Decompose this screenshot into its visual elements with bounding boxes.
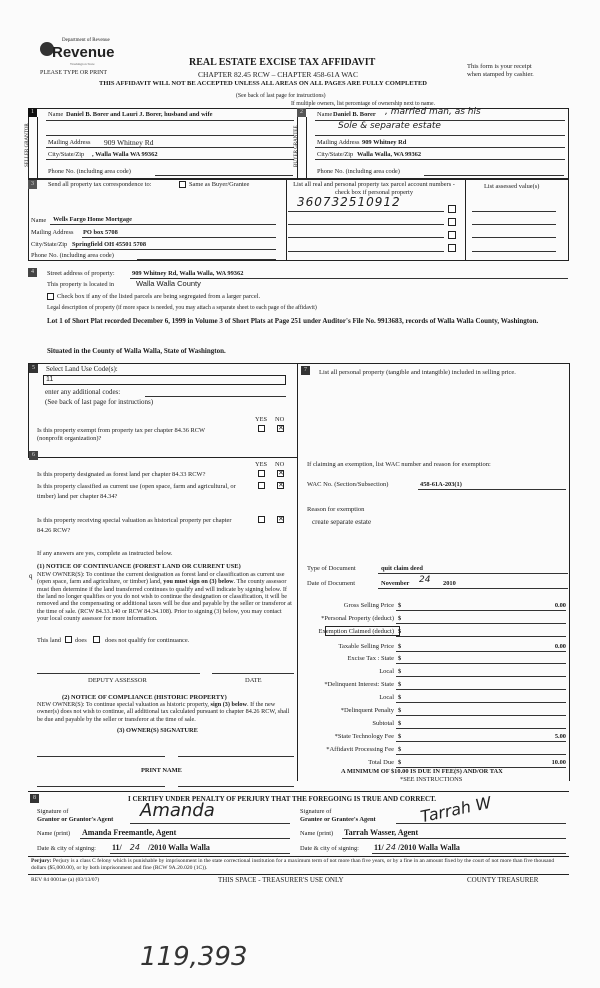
- dollar-sign: $: [398, 643, 402, 650]
- seller-address[interactable]: 909 Whitney Rd: [104, 138, 154, 147]
- wac-number[interactable]: 458-61A-203(1): [420, 481, 462, 488]
- form-chapter: CHAPTER 82.45 RCW – CHAPTER 458-61A WAC: [198, 70, 358, 79]
- dollar-sign: $: [398, 668, 402, 675]
- buyer-city[interactable]: Walla Walla, WA 99362: [357, 151, 422, 158]
- fee-label: Gross Selling Price: [343, 602, 394, 609]
- buyer-name[interactable]: Daniel B. Borer: [333, 111, 376, 118]
- grantor-signature: Amanda: [140, 800, 215, 821]
- grantor-name[interactable]: Amanda Freemantle, Agent: [82, 828, 177, 837]
- fee-line: [396, 754, 566, 755]
- does-not-qualify-checkbox[interactable]: [93, 636, 100, 643]
- property-street[interactable]: 909 Whitney Rd, Walla Walla, WA 99362: [132, 270, 244, 277]
- exempt-no-checkbox[interactable]: ✕: [278, 424, 284, 432]
- fee-line: [396, 715, 566, 716]
- parcel-number[interactable]: 360732510912: [297, 195, 401, 209]
- dollar-sign: $: [398, 615, 402, 622]
- fee-value[interactable]: 10.00: [551, 759, 566, 766]
- fee-line: [396, 676, 566, 677]
- legal-description: Lot 1 of Short Plat recorded December 6, 1999 in Volume 3 of Short Plats at Page 251 under Auditor's File No. 9913683, records of Walla Walla County, Washington.: [47, 317, 539, 325]
- fee-label: *Personal Property (deduct): [321, 615, 394, 622]
- fee-line: [396, 728, 566, 729]
- grantor-date-city[interactable]: 11/ 24 /2010 Walla Walla: [112, 843, 210, 852]
- buyer-name-handwritten: , married man, as his: [385, 107, 481, 117]
- fee-label: Total Due: [368, 759, 394, 766]
- segregate-checkbox[interactable]: [47, 293, 54, 300]
- fee-value[interactable]: 0.00: [554, 643, 566, 650]
- warning: THIS AFFIDAVIT WILL NOT BE ACCEPTED UNLESS ALL AREAS ON ALL PAGES ARE FULLY COMPLETED: [99, 80, 427, 87]
- dollar-sign: $: [398, 655, 402, 662]
- fee-line: [396, 651, 566, 652]
- dollar-sign: $: [398, 602, 402, 609]
- correspondence-address[interactable]: PO box 5708: [83, 229, 118, 236]
- revenue-logo: Department of Revenue Revenue Washington State: [40, 36, 96, 66]
- fee-value[interactable]: 5.00: [554, 733, 566, 740]
- fee-line: [396, 741, 566, 742]
- current-use-no-checkbox[interactable]: ✕: [278, 481, 284, 489]
- document-type[interactable]: quit claim deed: [381, 565, 423, 572]
- forest-no-checkbox[interactable]: ✕: [278, 469, 284, 477]
- dollar-sign: $: [398, 746, 402, 753]
- document-date-month[interactable]: November: [381, 580, 410, 587]
- fee-line: [396, 636, 566, 637]
- fee-label: *State Technology Fee: [334, 733, 394, 740]
- fee-label: Local: [379, 668, 394, 675]
- grantor-signature-line[interactable]: [130, 823, 290, 824]
- grantee-signature: Tarrah W: [418, 792, 494, 827]
- historic-no-checkbox[interactable]: ✕: [278, 515, 284, 523]
- does-qualify-checkbox[interactable]: [65, 636, 72, 643]
- exempt-yes-checkbox[interactable]: [258, 425, 265, 432]
- fee-line: [396, 610, 566, 611]
- land-use-code-field[interactable]: 11: [43, 375, 286, 385]
- grantee-date-city[interactable]: 11/ 24 /2010 Walla Walla: [374, 843, 460, 852]
- certify-statement: I CERTIFY UNDER PENALTY OF PERJURY THAT THE FOREGOING IS TRUE AND CORRECT.: [128, 795, 437, 803]
- fee-label: Taxable Selling Price: [338, 643, 394, 650]
- dollar-sign: $: [398, 733, 402, 740]
- fee-label: Excise Tax : State: [347, 655, 394, 662]
- fee-value[interactable]: 0.00: [554, 602, 566, 609]
- notice-of-compliance: NEW OWNER(S): To continue special valuation as historic property, sign (3) below. If the new owner(s) does not wish to continue, all additional tax calculated pursuant to chapter 84.26 RCW, shall be due and payable by the seller or transferor at the time of sale.: [37, 701, 290, 723]
- perjury-notice: Perjury: Perjury is a class C felony which is punishable by imprisonment in the state correctional institution for a maximum term of not more than five years, or by a fine in an amount fixed by the court of not more than five thousand dollars ($5,000.00), or by both imprisonment and fine (RCW 9A.20.020 (1C)).: [31, 858, 555, 871]
- seller-name[interactable]: Daniel B. Borer and Lauri J. Borer, husband and wife: [66, 111, 213, 118]
- correspondence-city[interactable]: Springfield OH 45501 5708: [72, 241, 147, 248]
- fee-label: *Delinquent Interest: State: [324, 681, 394, 688]
- seller-city[interactable]: , Walla Walla WA 99362: [92, 151, 158, 158]
- personal-property-checkbox[interactable]: [448, 218, 456, 226]
- please-type: PLEASE TYPE OR PRINT: [40, 70, 108, 76]
- fee-line: [396, 702, 566, 703]
- same-as-buyer-checkbox[interactable]: [179, 181, 186, 188]
- property-county[interactable]: Walla Walla County: [136, 279, 201, 288]
- dollar-sign: $: [398, 681, 402, 688]
- dollar-sign: $: [398, 628, 402, 635]
- local-code-box[interactable]: [325, 626, 400, 636]
- receipt-note: This form is your receipt: [467, 63, 532, 70]
- fee-line: [396, 663, 566, 664]
- fee-label: Subtotal: [372, 720, 394, 727]
- form-title: REAL ESTATE EXCISE TAX AFFIDAVIT: [189, 57, 376, 68]
- current-use-yes-checkbox[interactable]: [258, 482, 265, 489]
- personal-property-checkbox[interactable]: [448, 231, 456, 239]
- handwritten-number: 119,393: [140, 942, 248, 972]
- grantee-name[interactable]: Tarrah Wasser, Agent: [344, 828, 419, 837]
- forest-yes-checkbox[interactable]: [258, 470, 265, 477]
- personal-property-checkbox[interactable]: [448, 244, 456, 252]
- fee-label: *Affidavit Processing Fee: [326, 746, 394, 753]
- dollar-sign: $: [398, 759, 402, 766]
- dollar-sign: $: [398, 694, 402, 701]
- dollar-sign: $: [398, 707, 402, 714]
- fee-label: *Delinquent Penalty: [340, 707, 394, 714]
- fee-line: [396, 689, 566, 690]
- notice-of-continuance: NEW OWNER(S): To continue the current designation as forest land or classification as current use (open space, farm and agriculture, or timber) land, you must sign on (3) below. The county assessor must then determine if the land transferred continues to qualify and will indicate by signing below. If the land no longer qualifies or you do not wish to continue the designation or classification, it will be removed and the compensating or additional taxes will be due and payable by the seller or transferor at the time of sale. (RCW 84.33.140 or RCW 84.34.108). Prior to signing (3) below, you may contact your local county assessor for more information.: [37, 571, 292, 622]
- correspondence-name[interactable]: Wells Fargo Home Mortgage: [53, 216, 132, 223]
- dollar-sign: $: [398, 720, 402, 727]
- fee-label: Exemption Claimed (deduct): [318, 628, 394, 635]
- buyer-address[interactable]: 909 Whitney Rd: [362, 139, 407, 146]
- additional-codes-field[interactable]: [145, 396, 286, 397]
- historic-yes-checkbox[interactable]: [258, 516, 265, 523]
- personal-property-checkbox[interactable]: [448, 205, 456, 213]
- fee-line: [396, 623, 566, 624]
- exemption-reason[interactable]: create separate estate: [312, 518, 372, 526]
- fee-label: Local: [379, 694, 394, 701]
